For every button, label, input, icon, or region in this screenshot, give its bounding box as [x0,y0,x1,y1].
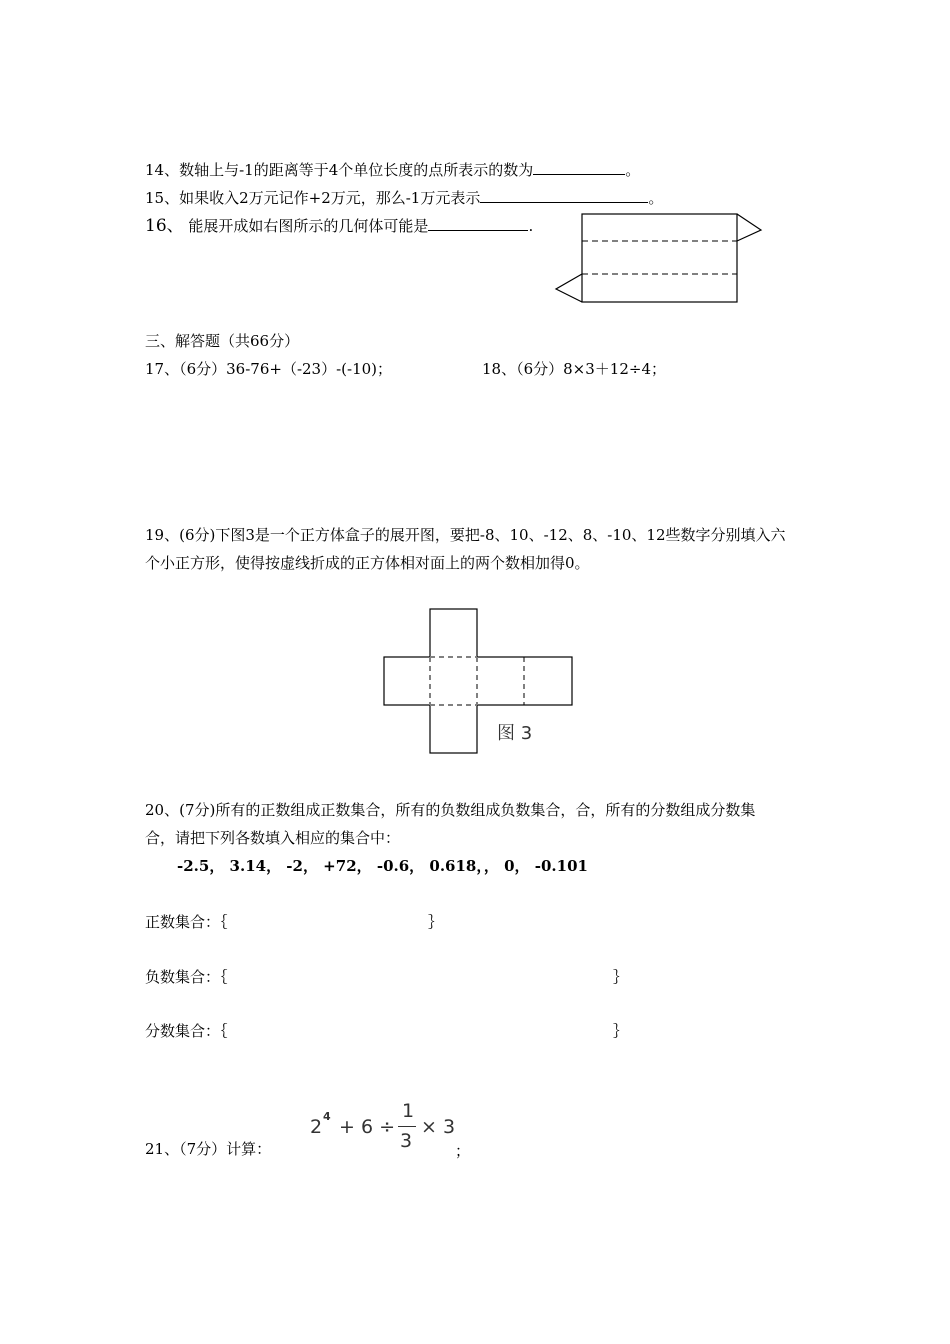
fraction-denominator: 3 [400,1130,413,1152]
negative-set-close: ｝ [613,968,629,986]
answer-blank[interactable] [533,160,625,175]
fraction-set-close: ｝ [613,1022,629,1040]
question-16-text: 能展开成如右图所示的几何体可能是 [188,217,429,235]
expr-semicolon: ； [455,1142,471,1160]
question-16-end: . [528,217,534,235]
expr-middle: + 6 ÷ [339,1116,396,1138]
positive-set-label: 正数集合：｛ [145,913,228,931]
question-14-text: 14、数轴上与-1的距离等于4个单位长度的点所表示的数为 [145,161,534,179]
expr-base: 2 [310,1116,323,1138]
prism-net-figure [554,212,764,304]
question-14-end: 。 [625,161,641,179]
figure-3-caption: 图 3 [497,723,533,744]
question-15-end: 。 [648,189,664,207]
answer-blank[interactable] [480,188,648,203]
answer-blank[interactable] [428,216,528,231]
question-15-text: 15、如果收入2万元记作+2万元，那么-1万元表示 [145,189,481,207]
question-21: 21、（7分）计算： [145,1140,272,1158]
number-list: -2.5， 3.14， -2， +72， -0.6， 0.618，， 0， -0.101 [177,857,588,875]
cube-net-figure [382,607,574,755]
fraction-bar [398,1126,416,1127]
question-16 [145,216,533,236]
question-18: 18、（6分）8×3＋12÷4； [482,360,666,378]
question-20-line-1: 20、(7分)所有的正数组成正数集合，所有的负数组成负数集合，合，所有的分数组成分数集 [145,801,756,819]
positive-set-close: ｝ [428,913,444,931]
negative-set-label: 负数集合：｛ [145,968,228,986]
question-19-line-2: 个小正方形，使得按虚线折成的正方体相对面上的两个数相加得0。 [145,554,590,572]
question-16-number: 16、 [145,216,184,236]
question-17: 17、（6分）36-76+（-23）-(-10)； [145,360,393,378]
expr-end: × 3 [421,1116,456,1138]
question-14 [145,160,640,180]
fraction-set-label: 分数集合：｛ [145,1022,228,1040]
expr-exponent: 4 [323,1110,331,1123]
fraction-numerator: 1 [402,1100,415,1122]
section-3-title: 三、解答题（共66分） [145,332,300,350]
question-19-line-1: 19、(6分)下图3是一个正方体盒子的展开图，要把-8、10、-12、8、-10、12些数字分别填入六 [145,526,786,544]
question-15 [145,188,663,208]
question-20-line-2: 合，请把下列各数填入相应的集合中： [145,829,401,847]
